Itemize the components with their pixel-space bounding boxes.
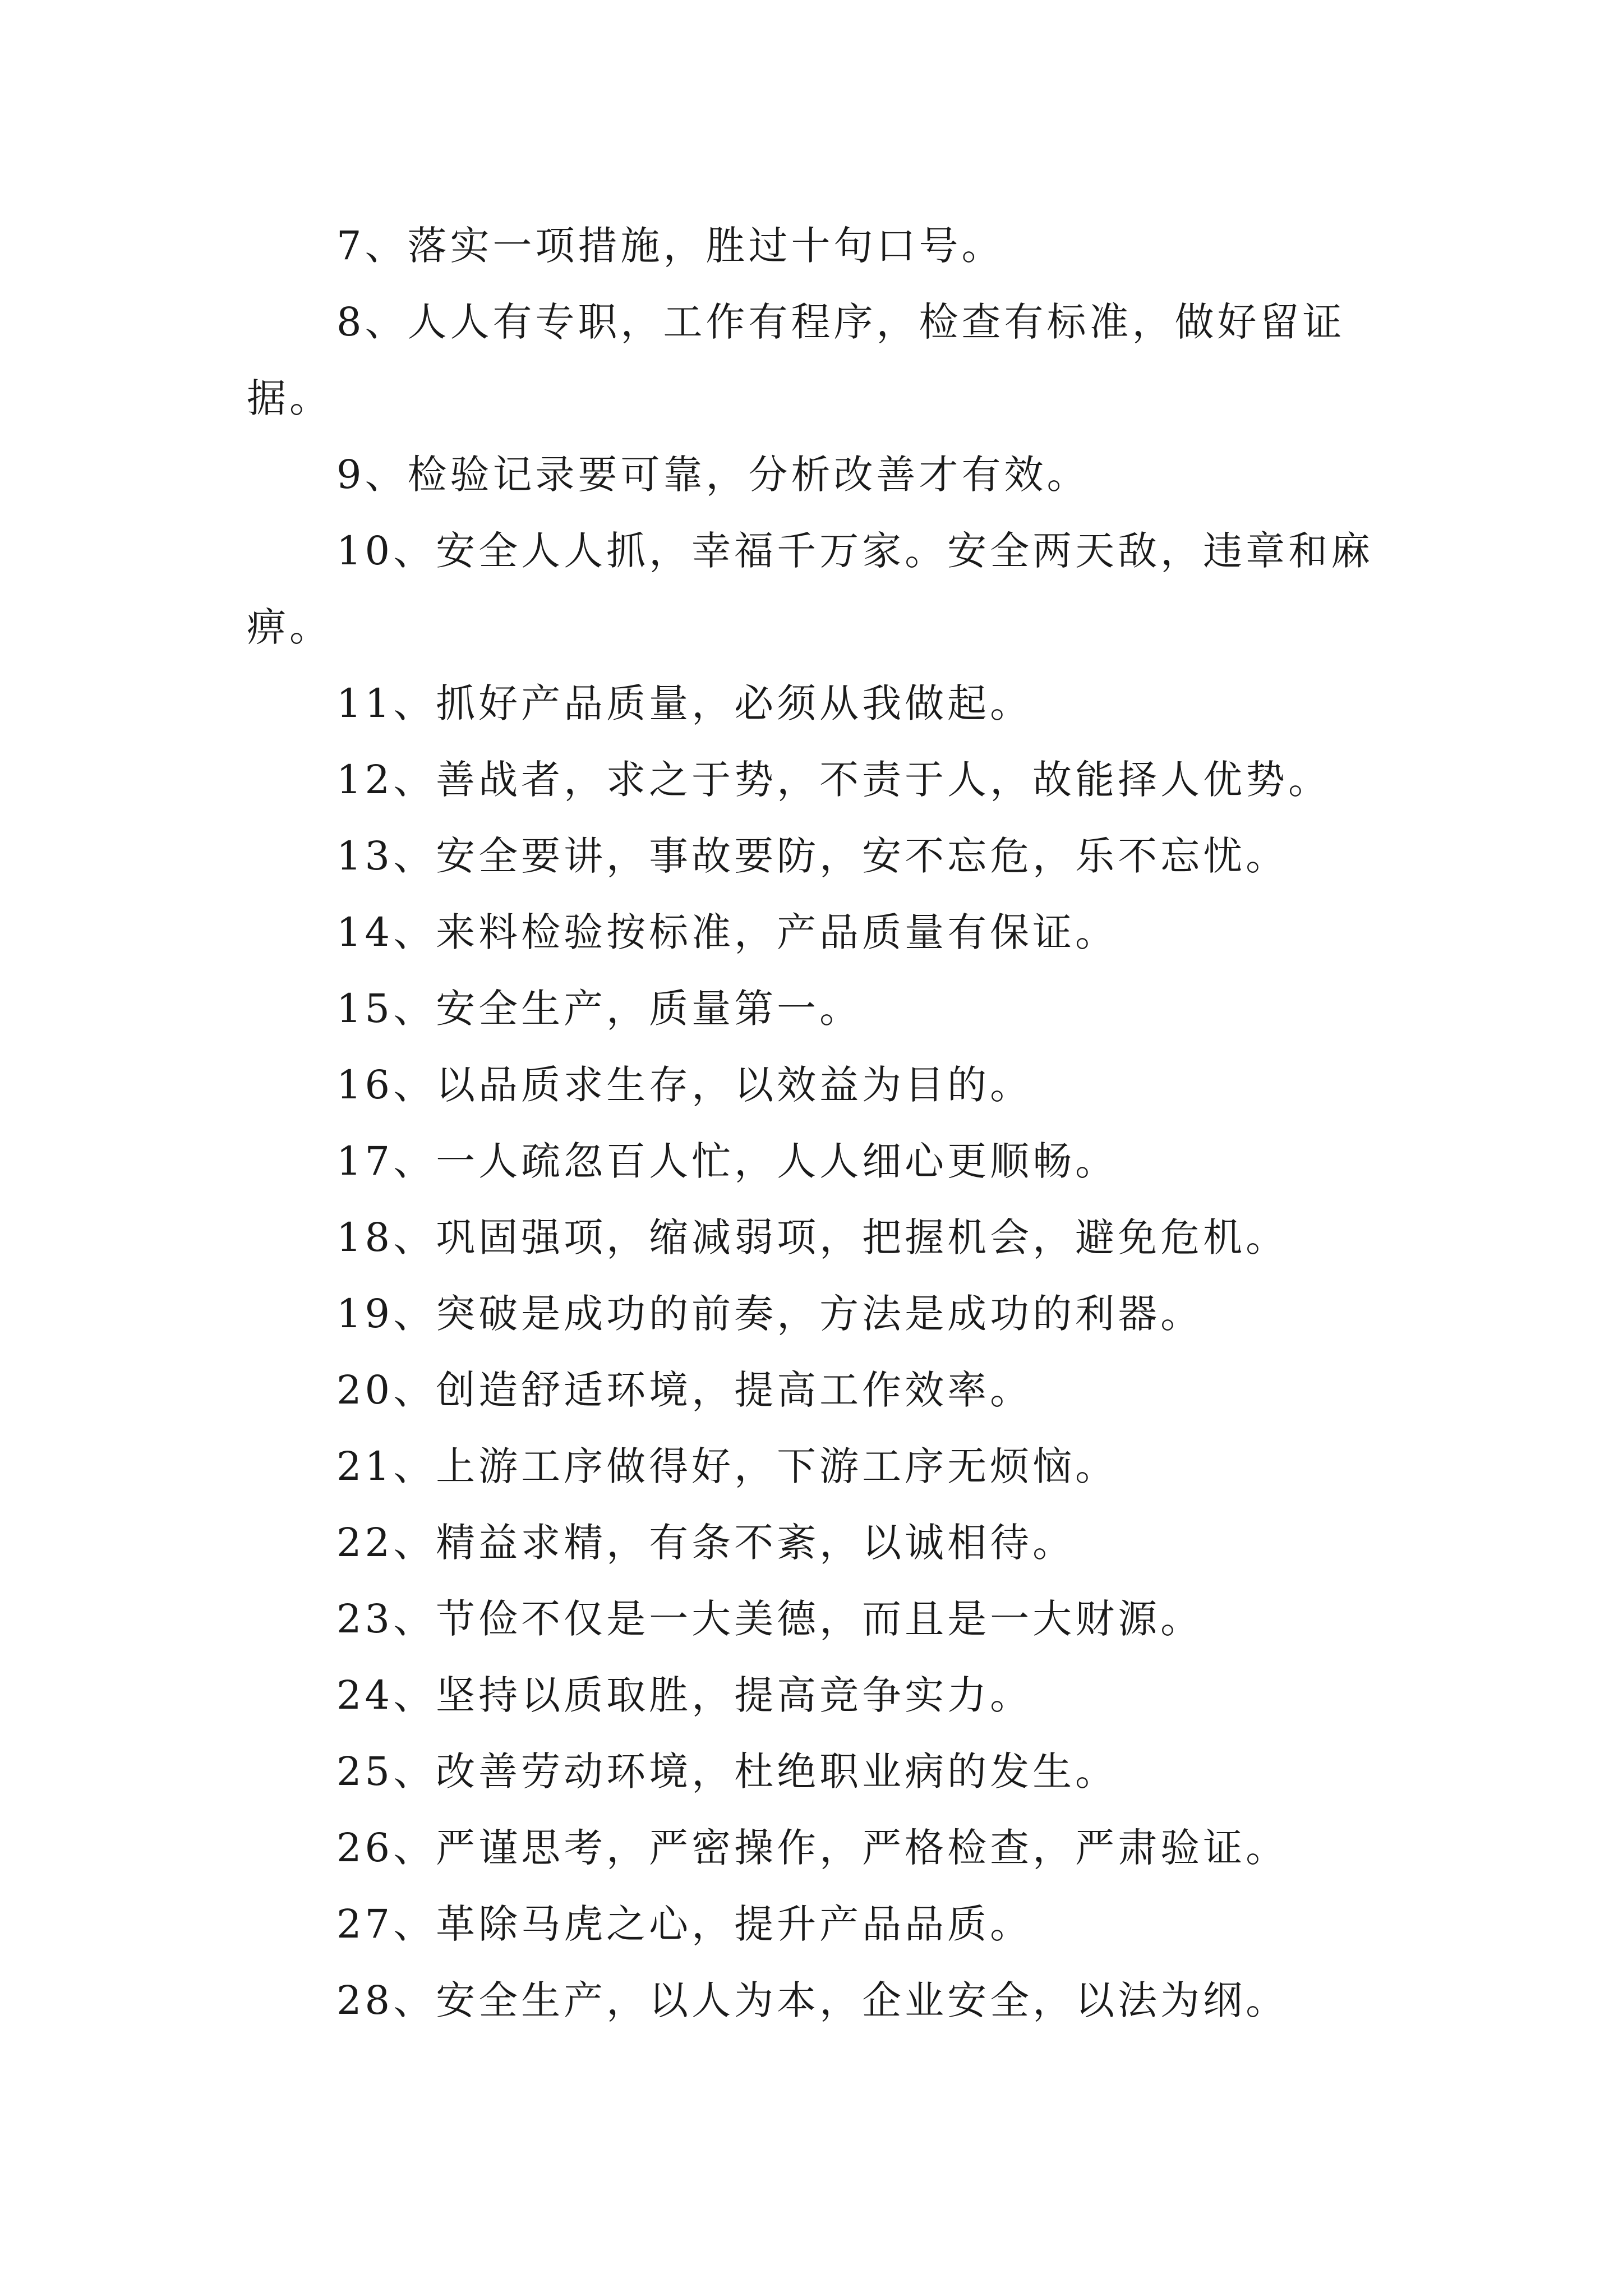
list-item: 27、革除马虎之心，提升产品品质。 xyxy=(336,1901,1033,1947)
list-item: 25、改善劳动环境，杜绝职业病的发生。 xyxy=(336,1749,1118,1795)
list-item: 24、坚持以质取胜，提高竞争实力。 xyxy=(336,1672,1033,1718)
list-item: 8、人人有专职，工作有程序，检查有标准，做好留证据。 xyxy=(247,299,1345,421)
list-item: 13、安全要讲，事故要防，安不忘危，乐不忘忧。 xyxy=(336,833,1289,879)
list-item: 7、落实一项措施，胜过十句口号。 xyxy=(336,223,1004,269)
list-item: 18、巩固强项，缩减弱项，把握机会，避免危机。 xyxy=(336,1214,1289,1260)
list-item: 11、抓好产品质量，必须从我做起。 xyxy=(336,680,1033,726)
document-body xyxy=(247,208,1385,2039)
list-item: 21、上游工序做得好，下游工序无烦恼。 xyxy=(336,1443,1118,1489)
list-item: 28、安全生产，以人为本，企业安全，以法为纲。 xyxy=(336,1977,1289,2023)
list-item: 12、善战者，求之于势，不责于人，故能择人优势。 xyxy=(336,757,1331,803)
list-item: 16、以品质求生存，以效益为目的。 xyxy=(336,1062,1033,1108)
list-item: 20、创造舒适环境，提高工作效率。 xyxy=(336,1367,1033,1413)
list-item: 14、来料检验按标准，产品质量有保证。 xyxy=(336,909,1118,955)
list-item: 17、一人疏忽百人忙，人人细心更顺畅。 xyxy=(336,1138,1118,1184)
list-item: 15、安全生产，质量第一。 xyxy=(336,986,863,1032)
list-item: 26、严谨思考，严密操作，严格检查，严肃验证。 xyxy=(336,1825,1289,1871)
list-item: 19、突破是成功的前奏，方法是成功的利器。 xyxy=(336,1291,1204,1337)
list-item: 9、检验记录要可靠，分析改善才有效。 xyxy=(336,452,1090,498)
list-item: 23、节俭不仅是一大美德，而且是一大财源。 xyxy=(336,1596,1204,1642)
list-item: 22、精益求精，有条不紊，以诚相待。 xyxy=(336,1520,1076,1566)
list-item: 10、安全人人抓，幸福千万家。安全两天敌，违章和麻痹。 xyxy=(247,528,1374,650)
